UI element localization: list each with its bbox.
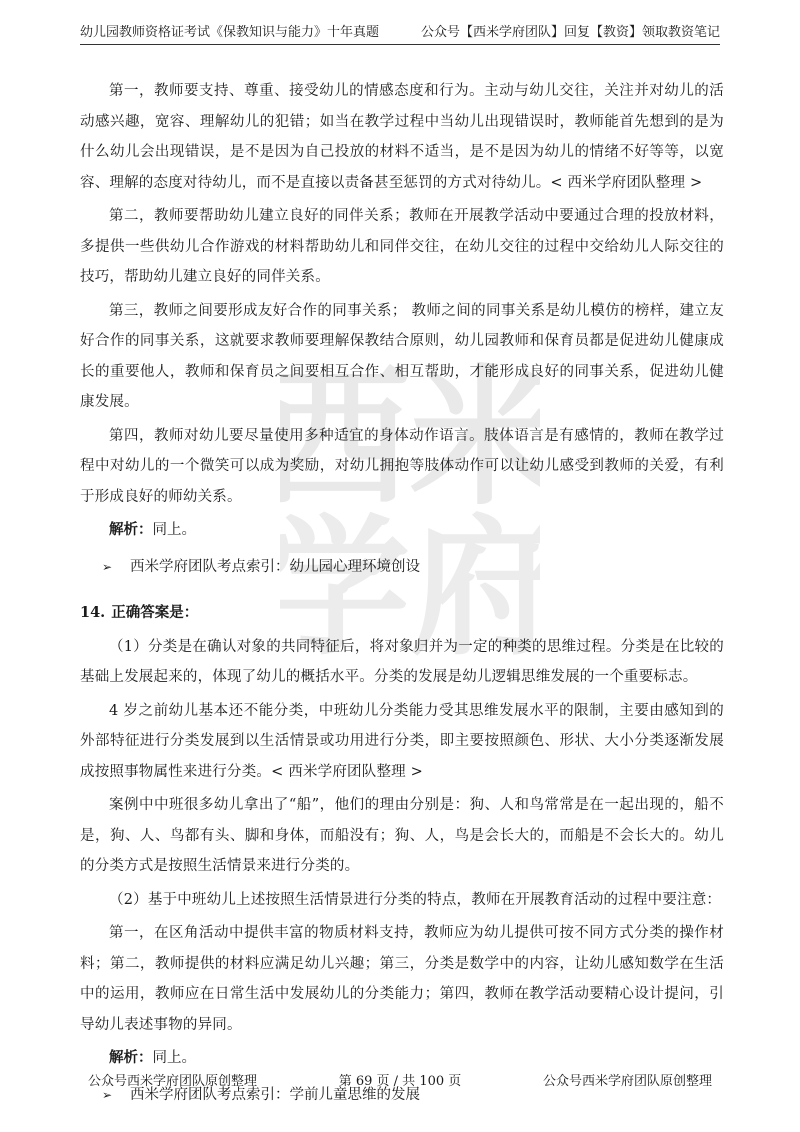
question-heading <box>80 598 724 628</box>
paragraph: 第三，教师之间要形成友好合作的同事关系； 教师之间的同事关系是幼儿模仿的榜样，建立友好合作的同事关系，这就要求教师要理解保教结合原则，幼儿园教师和保育员都是促进幼儿健康成长的重要他人，教师和保育员之间要相互合作、相互帮助，才能形成良好的同事关系，促进幼儿健康发展。 <box>80 302 724 410</box>
footer-left: 公众号西米学府团队原创整理 <box>88 1074 258 1089</box>
question-number: 14. <box>80 603 106 621</box>
paragraph: （1）分类是在确认对象的共同特征后，将对象归并为一定的种类的思维过程。分类是在比较的基础上发展起来的，体现了幼儿的概括水平。分类的发展是幼儿逻辑思维发展的一个重要标志。 <box>80 638 724 685</box>
paragraph: 案例中中班很多幼儿拿出了“船”，他们的理由分别是：狗、人和鸟常常是在一起出现的，船不是，狗、人、鸟都有头、脚和身体，而船没有；狗、人，鸟是会长大的，而船是不会长大的。幼儿的分类方式是按照生活情景来进行分类的。 <box>80 797 724 874</box>
header-title: 幼儿园教师资格证考试《保教知识与能力》十年真题 <box>80 25 380 40</box>
page-header <box>80 22 720 45</box>
page-number: 第 69 页 / 共 100 页 <box>338 1074 462 1089</box>
arrow-bullet-icon: ➢ <box>102 1087 113 1102</box>
analysis-label: 解析： <box>109 1049 153 1066</box>
exam-point-index <box>80 552 724 582</box>
exam-point-text: 西米学府团队考点索引：幼儿园心理环境创设 <box>130 558 420 575</box>
main-content <box>80 76 724 1126</box>
paragraph: 4 岁之前幼儿基本还不能分类，中班幼儿分类能力受其思维发展水平的限制，主要由感知到的外部特征进行分类发展到以生活情景或功用进行分类，即主要按照颜色、形状、大小分类逐渐发展成按照事物属性来进行分类。< 西米学府团队整理 > <box>80 702 724 780</box>
analysis-line <box>80 1043 724 1074</box>
watermark-text: 西米 <box>280 352 540 526</box>
exam-point-text: 西米学府团队考点索引：学前儿童思维的发展 <box>130 1086 420 1103</box>
paragraph: 第一，教师要支持、尊重、接受幼儿的情感态度和行为。主动与幼儿交往，关注并对幼儿的活动感兴趣，宽容、理解幼儿的犯错；如当在教学过程中当幼儿出现错误时，教师能首先想到的是为什么幼儿会出现错误，是不是因为自己投放的材料不适当，是不是因为幼儿的情绪不好等等，以宽容、理解的态度对待幼儿，而不是直接以责备甚至惩罚的方式对待幼儿。< 西米学府团队整理 > <box>80 83 724 191</box>
question-answer-title: 正确答案是： <box>111 603 199 621</box>
arrow-bullet-icon: ➢ <box>102 559 113 574</box>
page-footer <box>88 1072 712 1092</box>
analysis-label: 解析： <box>109 521 153 538</box>
footer-right: 公众号西米学府团队原创整理 <box>542 1074 712 1089</box>
watermark-text-2: 学府 <box>280 502 540 660</box>
analysis-line <box>80 515 724 546</box>
analysis-text: 同上。 <box>152 522 196 538</box>
paragraph: 第二，教师要帮助幼儿建立良好的同伴关系；教师在开展教学活动中要通过合理的投放材料，多提供一些供幼儿合作游戏的材料帮助幼儿和同伴交往，在幼儿交往的过程中交给幼儿人际交往的技巧，帮助幼儿建立良好的同伴关系。 <box>80 208 724 285</box>
header-promo: 公众号【西米学府团队】回复【教资】领取教资笔记 <box>420 25 720 40</box>
paragraph: 第四，教师对幼儿要尽量使用多种适宜的身体动作语言。肢体语言是有感情的，教师在教学过程中对幼儿的一个微笑可以成为奖励，对幼儿拥抱等肢体动作可以让幼儿感受到教师的关爱，有利于形成良好的师幼关系。 <box>80 427 724 505</box>
paragraph: （2）基于中班幼儿上述按照生活情景进行分类的特点，教师在开展教育活动的过程中要注意： <box>109 891 722 908</box>
paragraph: 第一，在区角活动中提供丰富的物质材料支持，教师应为幼儿提供可按不同方式分类的操作材料；第二，教师提供的材料应满足幼儿兴趣；第三，分类是数学中的内容，让幼儿感知数学在生活中的运用，教师应在日常生活中发展幼儿的分类能力；第四，教师在教学活动要精心设计提问，引导幼儿表述事物的异同。 <box>80 925 724 1033</box>
analysis-text: 同上。 <box>152 1050 196 1066</box>
